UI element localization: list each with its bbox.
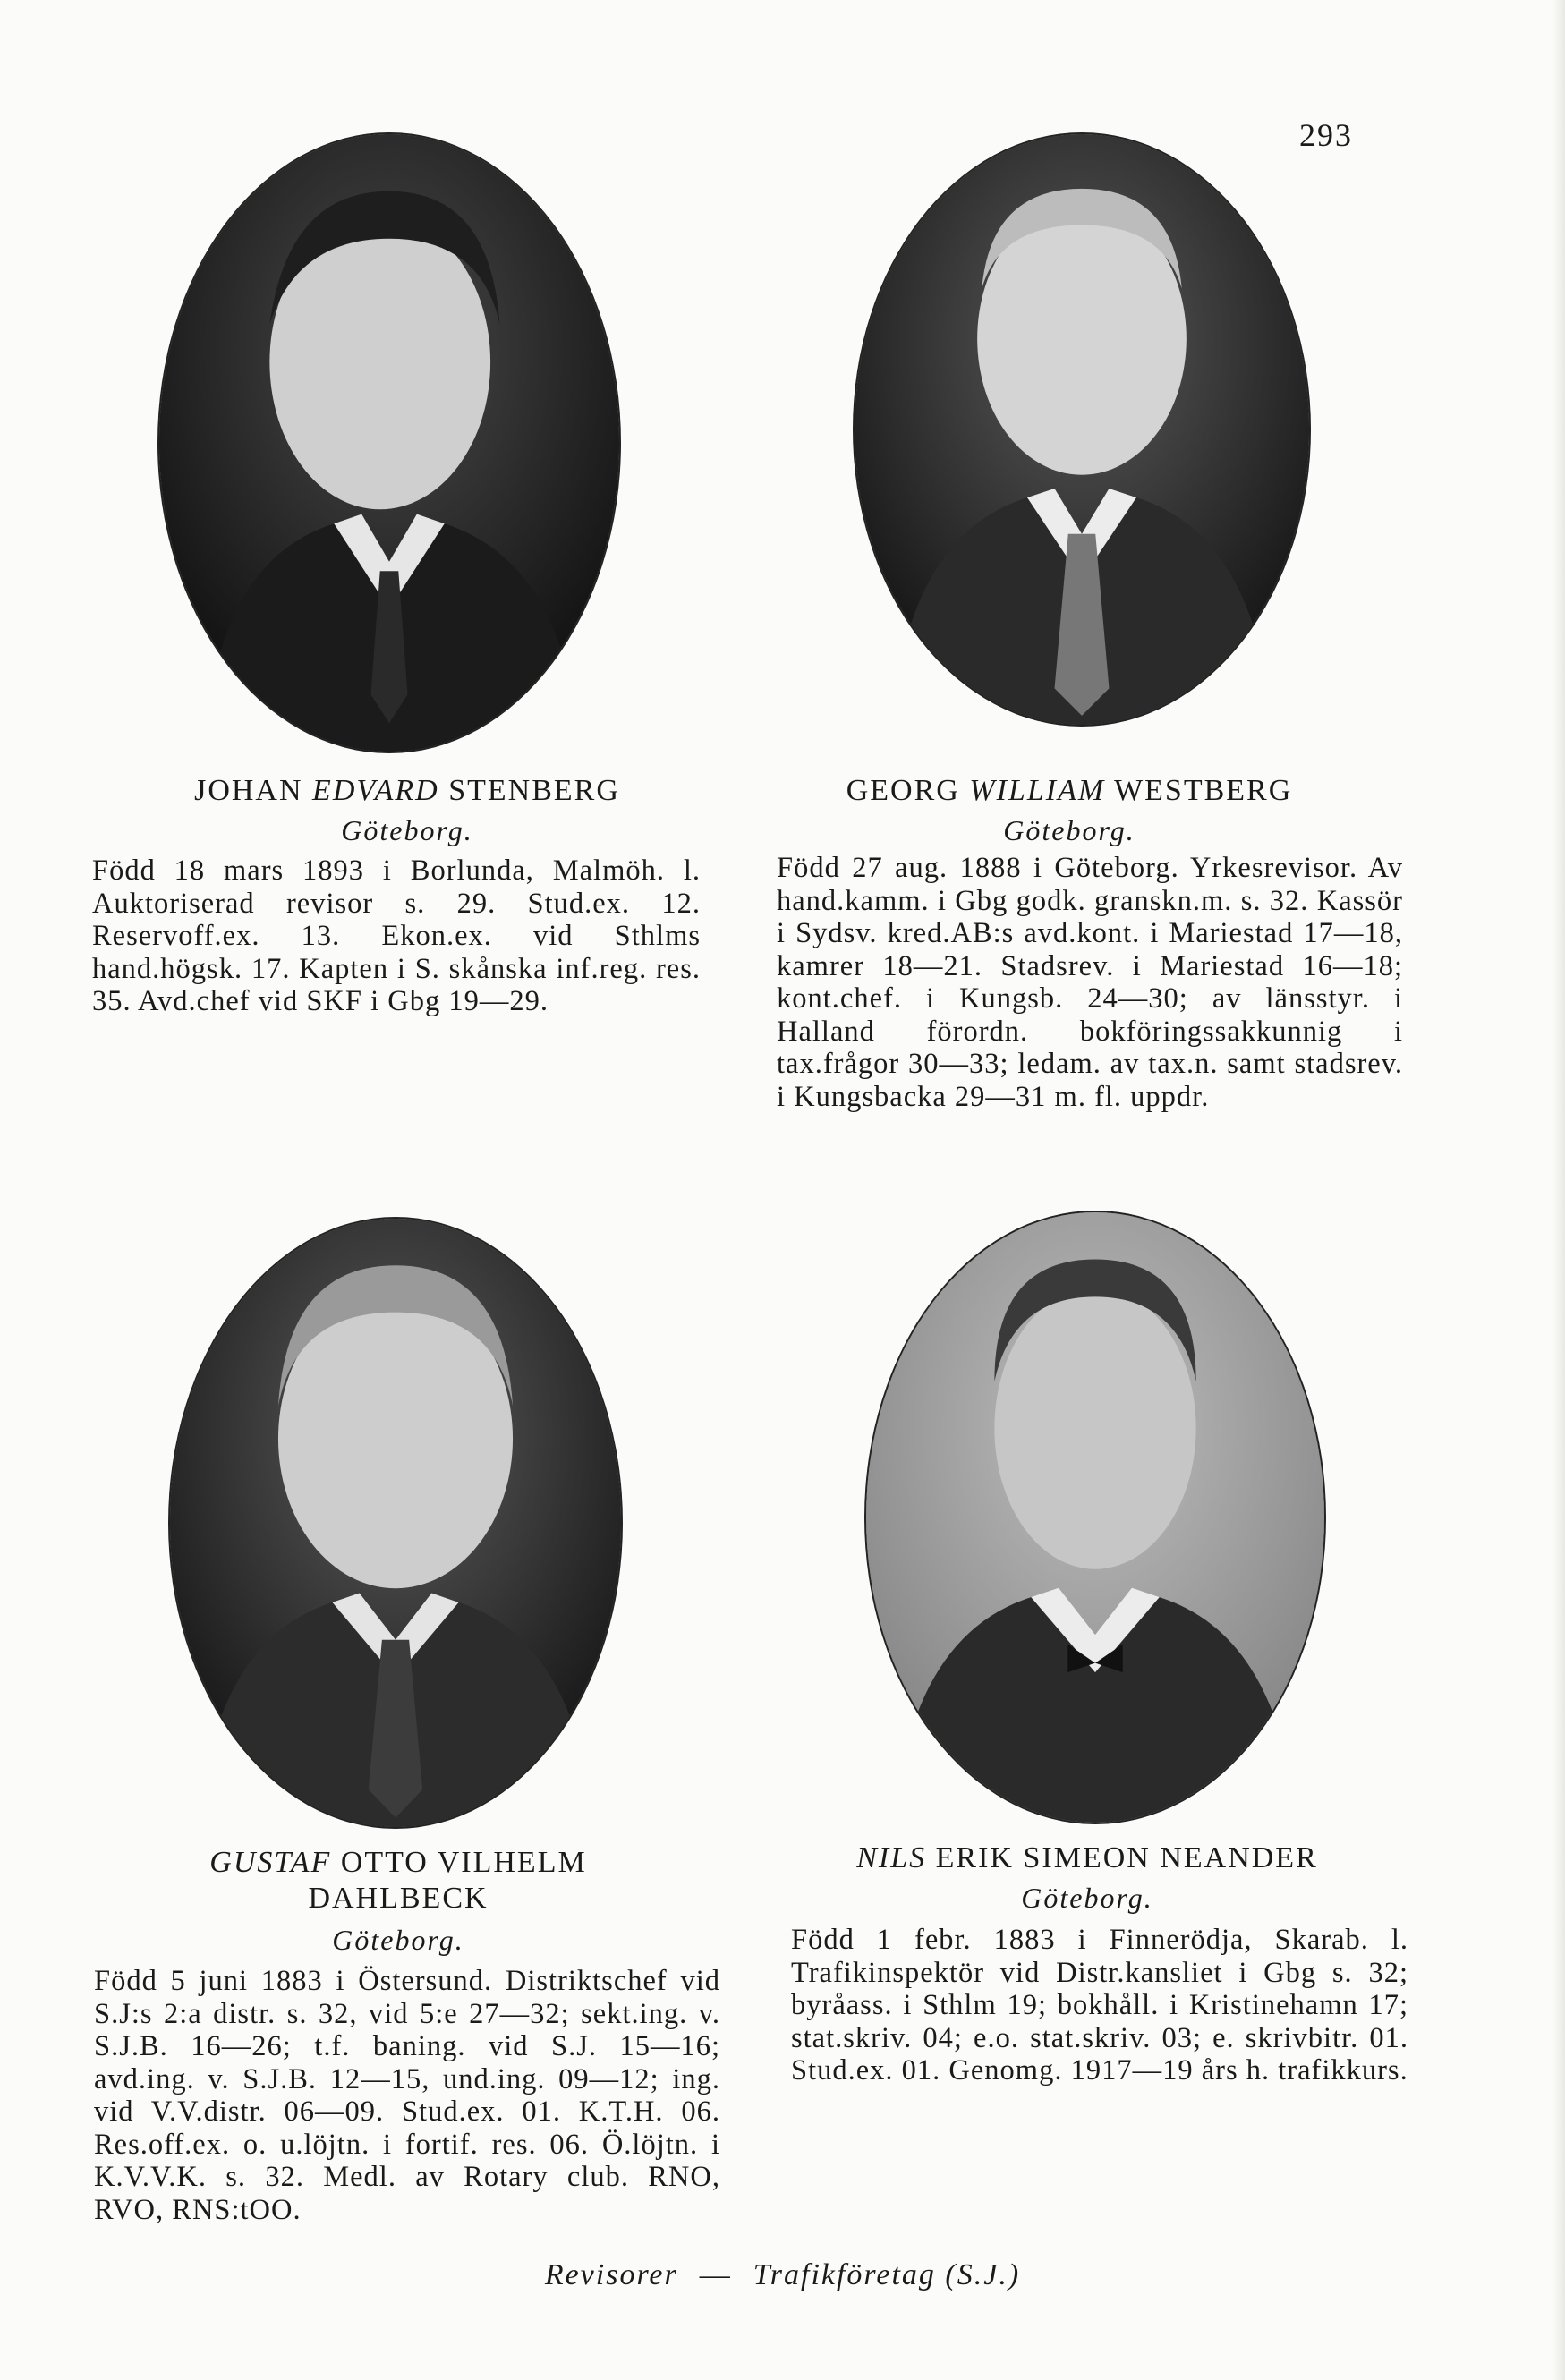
name-suffix: STENBERG [438,774,620,807]
footer-dash: — [699,2258,732,2291]
biography-text: Född 1 febr. 1883 i Finnerödja, Skarab. l. Trafikinspektör vid Distr.kansliet i Gbg s. 32; byråass. i Sthlm 19; bokhåll. i Kristinehamn 17; stat.skriv. 04; e.o. stat.skriv. 03; e. skrivbitr. 01. Stud.ex. 01. Genomg. 1917—19 års h. trafikkurs. [791,1924,1408,2087]
entry-city: Göteborg. [332,1924,464,1956]
entry-name-dahlbeck [81,1845,716,1917]
name-prefix: GEORG [846,774,970,807]
entry-city: Göteborg. [1003,814,1135,846]
name-rest: OTTO VILHELM [331,1846,587,1879]
name-line-2: DAHLBECK [308,1882,489,1915]
name-prefix: JOHAN [194,774,313,807]
entry-name-stenberg [116,773,698,809]
page-edge-shadow [1552,0,1565,2380]
name-suffix: WESTBERG [1105,774,1293,807]
portrait-silhouette-icon [855,134,1309,725]
portrait-silhouette-icon [866,1212,1324,1823]
entry-biography [94,1965,720,2226]
page-footer [0,2258,1565,2292]
entry-name-westberg [778,773,1360,809]
entry-biography [92,854,701,1018]
name-italic: WILLIAM [969,774,1106,807]
portrait-silhouette-icon [170,1219,621,1827]
entry-name-neander [770,1840,1405,1876]
footer-section: Revisorer [544,2258,678,2291]
footer-subsection: Trafikföretag (S.J.) [753,2258,1021,2291]
portrait-photo-westberg [855,134,1309,725]
biography-text: Född 5 juni 1883 i Östersund. Distriktschef vid S.J:s 2:a distr. s. 32, vid 5:e 27—32; sekt.ing. v. S.J.B. 16—26; t.f. baning. vid S.J. 15—16; avd.ing. v. S.J.B. 12—15, und.ing. 09—12; ing. vid V.V.distr. 06—09. Stud.ex. 01. K.T.H. 06. Res.off.ex. o. u.löjtn. i fortif. res. 06. Ö.löjtn. i K.V.V.K. s. 32. Medl. av Rotary club. RNO, RVO, RNS:tOO. [94,1965,720,2226]
portrait-silhouette-icon [159,134,619,752]
name-line-1 [81,1845,716,1881]
portrait-photo-stenberg [159,134,619,752]
name-italic: EDVARD [312,774,439,807]
name-italic: GUSTAF [209,1846,332,1879]
biography-text: Född 18 mars 1893 i Borlunda, Malmöh. l. Auktoriserad revisor s. 29. Stud.ex. 12. Reservoff.ex. 13. Ekon.ex. vid Sthlms hand.högsk. 17. Kapten i S. skånska inf.reg. res. 35. Avd.chef vid SKF i Gbg 19—29. [92,854,701,1017]
biography-text: Född 27 aug. 1888 i Göteborg. Yrkesrevisor. Av hand.kamm. i Gbg godk. granskn.m. s. 32. Kassör i Sydsv. kred.AB:s avd.kont. i Mariestad 17—18, kamrer 18—21. Stadsrev. i Mariestad 16—18; kont.chef. i Kungsb. 24—30; av länsstyr. i Halland förordn. bokföringssakkunnig i tax.frågor 30—33; ledam. av tax.n. samt stadsrev. i Kungsbacka 29—31 m. fl. uppdr. [777,852,1403,1113]
page-number: 293 [1299,117,1353,153]
name-rest: ERIK SIMEON NEANDER [926,1841,1318,1874]
portrait-photo-dahlbeck [170,1219,621,1827]
entry-city: Göteborg. [341,814,473,846]
entry-city: Göteborg. [1021,1882,1153,1914]
name-italic: NILS [856,1841,927,1874]
entry-biography [777,852,1403,1113]
entry-biography [791,1924,1408,2087]
portrait-photo-neander [866,1212,1324,1823]
